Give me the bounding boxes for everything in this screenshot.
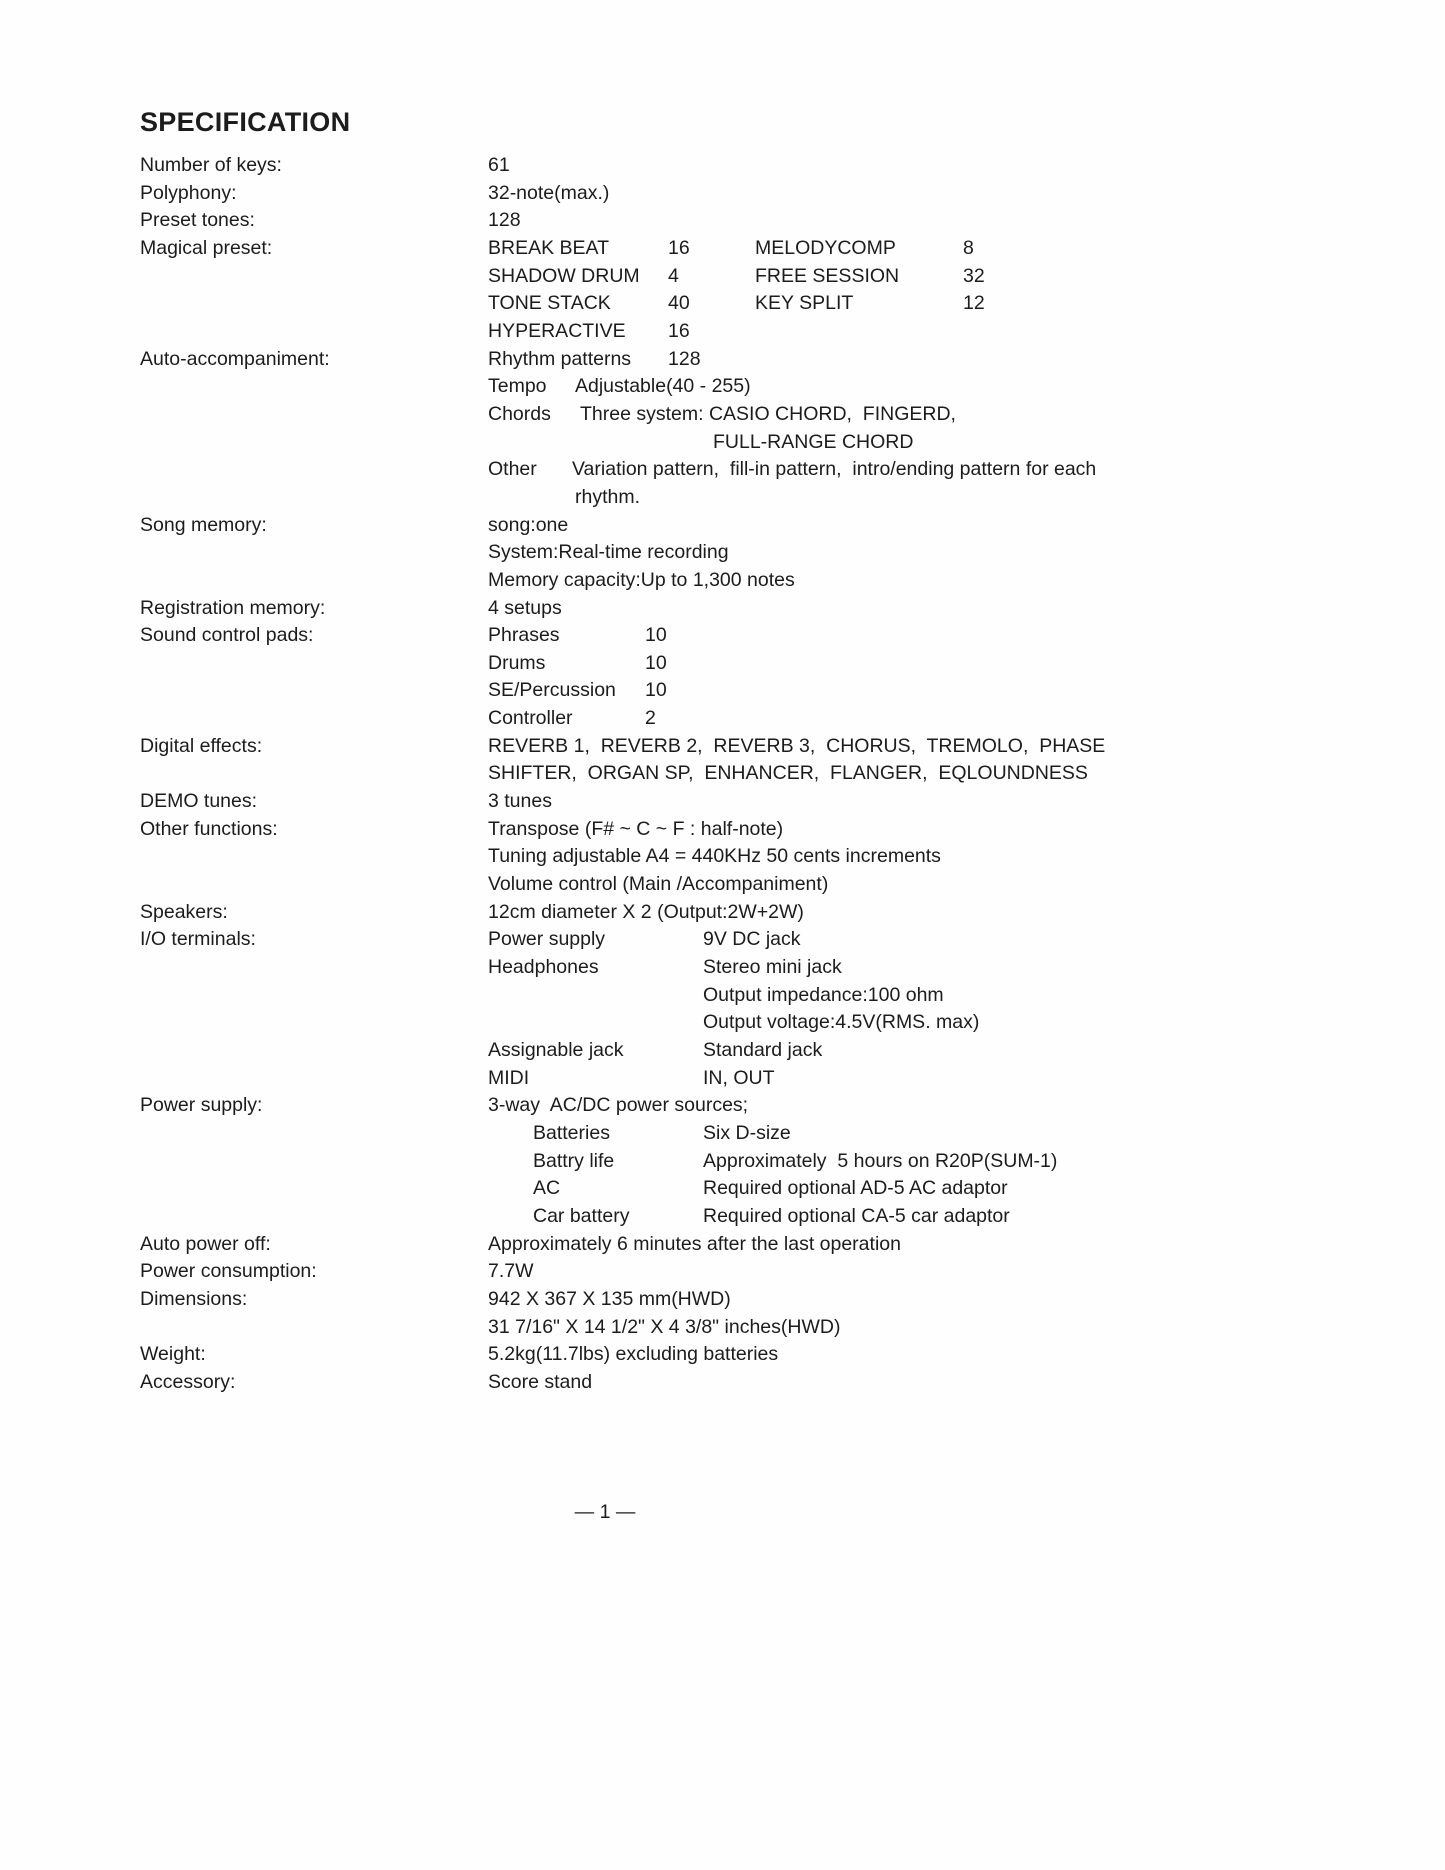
row-digital-effects-2	[140, 760, 1320, 788]
row-power-consumption	[140, 1258, 1320, 1286]
spec-label: Dimensions:	[140, 1287, 248, 1310]
row-power-supply-3	[140, 1175, 1320, 1203]
terminal-name: Assignable jack	[488, 1039, 624, 1061]
row-auto-accompaniment-other-2	[140, 484, 1320, 512]
page-number: — 1 —	[574, 1501, 636, 1523]
row-power-supply-intro	[140, 1092, 1320, 1120]
row-speakers	[140, 899, 1320, 927]
spec-value: 12cm diameter X 2 (Output:2W+2W)	[488, 900, 804, 923]
power-source-name: AC	[533, 1177, 561, 1200]
preset-count: 8	[963, 236, 974, 259]
sub-value: Variation pattern, fill-in pattern, intro/ending pattern for each	[572, 458, 1097, 481]
row-sound-pads-4	[140, 705, 1320, 733]
terminal-value: Stereo mini jack	[703, 956, 842, 979]
page-title: SPECIFICATION	[140, 107, 351, 137]
spec-label: Digital effects:	[140, 734, 263, 757]
spec-label: Auto power off:	[140, 1232, 271, 1255]
sub-label: Other	[488, 458, 537, 481]
pad-name: Controller	[488, 707, 573, 730]
power-source-name: Batteries	[533, 1121, 610, 1144]
pad-count: 10	[645, 679, 667, 702]
row-power-supply-4	[140, 1203, 1320, 1231]
spec-value: 3-way AC/DC power sources;	[488, 1094, 749, 1117]
power-source-value: Required optional AD-5 AC adaptor	[703, 1177, 1008, 1200]
spec-label: Registration memory:	[140, 596, 326, 619]
sub-label: Tempo	[488, 375, 547, 398]
power-source-value: Six D-size	[703, 1121, 791, 1144]
spec-label: Speakers:	[140, 900, 228, 923]
row-number-of-keys	[140, 152, 1320, 180]
spec-label: DEMO tunes:	[140, 790, 258, 813]
spec-label: Magical preset:	[140, 236, 273, 259]
row-registration-memory	[140, 595, 1320, 623]
spec-label: Accessory:	[140, 1370, 236, 1393]
spec-label: Power consumption:	[140, 1260, 317, 1283]
row-sound-pads-1	[140, 622, 1320, 650]
preset-count: 16	[668, 236, 690, 259]
row-auto-accompaniment-chords	[140, 401, 1320, 429]
row-weight	[140, 1341, 1320, 1369]
spec-label: Other functions:	[140, 817, 278, 840]
sub-value: rhythm.	[575, 485, 641, 508]
sub-value: Adjustable(40 - 255)	[575, 375, 751, 398]
spec-value: 61	[488, 154, 510, 176]
row-auto-accompaniment-tempo	[140, 373, 1320, 401]
terminal-value: Output impedance:100 ohm	[703, 983, 944, 1006]
row-song-memory-3	[140, 567, 1320, 595]
row-polyphony	[140, 180, 1320, 208]
row-demo-tunes	[140, 788, 1320, 816]
spec-value: 5.2kg(11.7lbs) excluding batteries	[488, 1343, 779, 1366]
sub-value: FULL-RANGE CHORD	[713, 430, 914, 453]
row-preset-tones	[140, 207, 1320, 235]
power-source-name: Battry life	[533, 1149, 615, 1172]
pad-name: Drums	[488, 651, 546, 674]
power-source-value: Required optional CA-5 car adaptor	[703, 1204, 1010, 1227]
pad-name: Phrases	[488, 624, 560, 647]
spec-value: 32-note(max.)	[488, 181, 610, 204]
spec-content	[140, 106, 1320, 1397]
row-song-memory-2	[140, 539, 1320, 567]
row-auto-power-off	[140, 1231, 1320, 1259]
preset-name: BREAK BEAT	[488, 236, 610, 259]
row-magical-preset-3	[140, 290, 1320, 318]
sub-value: Three system: CASIO CHORD, FINGERD,	[580, 402, 956, 425]
spec-label: Power supply:	[140, 1094, 263, 1117]
spec-value: 128	[488, 209, 521, 232]
spec-value: Memory capacity:Up to 1,300 notes	[488, 568, 795, 591]
row-io-1	[140, 926, 1320, 954]
spec-value: Transpose (F# ~ C ~ F : half-note)	[488, 817, 784, 840]
row-sound-pads-2	[140, 650, 1320, 678]
terminal-value: 9V DC jack	[703, 928, 801, 951]
row-accessory	[140, 1369, 1320, 1397]
row-magical-preset-4	[140, 318, 1320, 346]
preset-count: 32	[963, 264, 985, 287]
pad-name: SE/Percussion	[488, 679, 616, 702]
spec-label: Song memory:	[140, 513, 267, 536]
row-io-4	[140, 1009, 1320, 1037]
terminal-value: IN, OUT	[703, 1066, 775, 1089]
spec-value: System:Real-time recording	[488, 541, 729, 564]
spec-value: 3 tunes	[488, 790, 552, 813]
spec-label: Weight:	[140, 1343, 206, 1366]
row-other-functions-2	[140, 843, 1320, 871]
row-sound-pads-3	[140, 677, 1320, 705]
spec-value: 31 7/16" X 14 1/2" X 4 3/8" inches(HWD)	[488, 1315, 841, 1338]
terminal-name: Headphones	[488, 956, 599, 979]
sub-label: Rhythm patterns	[488, 347, 632, 370]
row-auto-accompaniment-chords-2	[140, 429, 1320, 457]
spec-label: Number of keys:	[140, 154, 282, 176]
spec-value: 7.7W	[488, 1260, 534, 1283]
row-dimensions-1	[140, 1286, 1320, 1314]
pad-count: 10	[645, 651, 667, 674]
sub-value: 128	[668, 347, 701, 370]
spec-label: I/O terminals:	[140, 928, 256, 951]
spec-value: REVERB 1, REVERB 2, REVERB 3, CHORUS, TREMOLO, PHASE	[488, 734, 1106, 757]
row-magical-preset-2	[140, 263, 1320, 291]
spec-value: 942 X 367 X 135 mm(HWD)	[488, 1287, 731, 1310]
spec-value: Volume control (Main /Accompaniment)	[488, 873, 829, 896]
spec-value: 4 setups	[488, 596, 562, 619]
terminal-value: Output voltage:4.5V(RMS. max)	[703, 1011, 980, 1034]
spec-label: Preset tones:	[140, 209, 255, 232]
row-other-functions-3	[140, 871, 1320, 899]
preset-count: 12	[963, 292, 985, 315]
preset-name: SHADOW DRUM	[488, 264, 640, 287]
row-io-2	[140, 954, 1320, 982]
spec-value: SHIFTER, ORGAN SP, ENHANCER, FLANGER, EQLOUNDNESS	[488, 762, 1088, 785]
sub-label: Chords	[488, 402, 551, 425]
pad-count: 2	[645, 707, 656, 730]
preset-name: HYPERACTIVE	[488, 319, 626, 342]
row-auto-accompaniment-rhythm	[140, 346, 1320, 374]
terminal-name: Power supply	[488, 928, 606, 951]
preset-name: KEY SPLIT	[755, 292, 854, 315]
row-io-6	[140, 1065, 1320, 1093]
spec-label: Polyphony:	[140, 181, 237, 204]
row-digital-effects-1	[140, 733, 1320, 761]
spec-value: Approximately 6 minutes after the last operation	[488, 1232, 901, 1255]
preset-name: TONE STACK	[488, 292, 611, 315]
preset-name: MELODYCOMP	[755, 236, 896, 259]
spec-value: Score stand	[488, 1370, 593, 1393]
power-source-value: Approximately 5 hours on R20P(SUM-1)	[703, 1149, 1058, 1172]
row-other-functions-1	[140, 816, 1320, 844]
row-power-supply-1	[140, 1120, 1320, 1148]
spec-label: Sound control pads:	[140, 624, 314, 647]
terminal-value: Standard jack	[703, 1039, 823, 1061]
spec-value: Tuning adjustable A4 = 440KHz 50 cents increments	[488, 845, 941, 868]
spec-value: song:one	[488, 513, 569, 536]
spec-label: Auto-accompaniment:	[140, 347, 330, 370]
row-power-supply-2	[140, 1148, 1320, 1176]
row-magical-preset-1	[140, 235, 1320, 263]
preset-count: 40	[668, 292, 690, 315]
row-auto-accompaniment-other	[140, 456, 1320, 484]
terminal-name: MIDI	[488, 1066, 530, 1089]
preset-count: 4	[668, 264, 679, 287]
preset-name: FREE SESSION	[755, 264, 900, 287]
pad-count: 10	[645, 624, 667, 647]
row-dimensions-2	[140, 1314, 1320, 1342]
row-io-5	[140, 1037, 1320, 1065]
power-source-name: Car battery	[533, 1204, 630, 1227]
row-song-memory-1	[140, 512, 1320, 540]
preset-count: 16	[668, 319, 690, 342]
row-io-3	[140, 982, 1320, 1010]
